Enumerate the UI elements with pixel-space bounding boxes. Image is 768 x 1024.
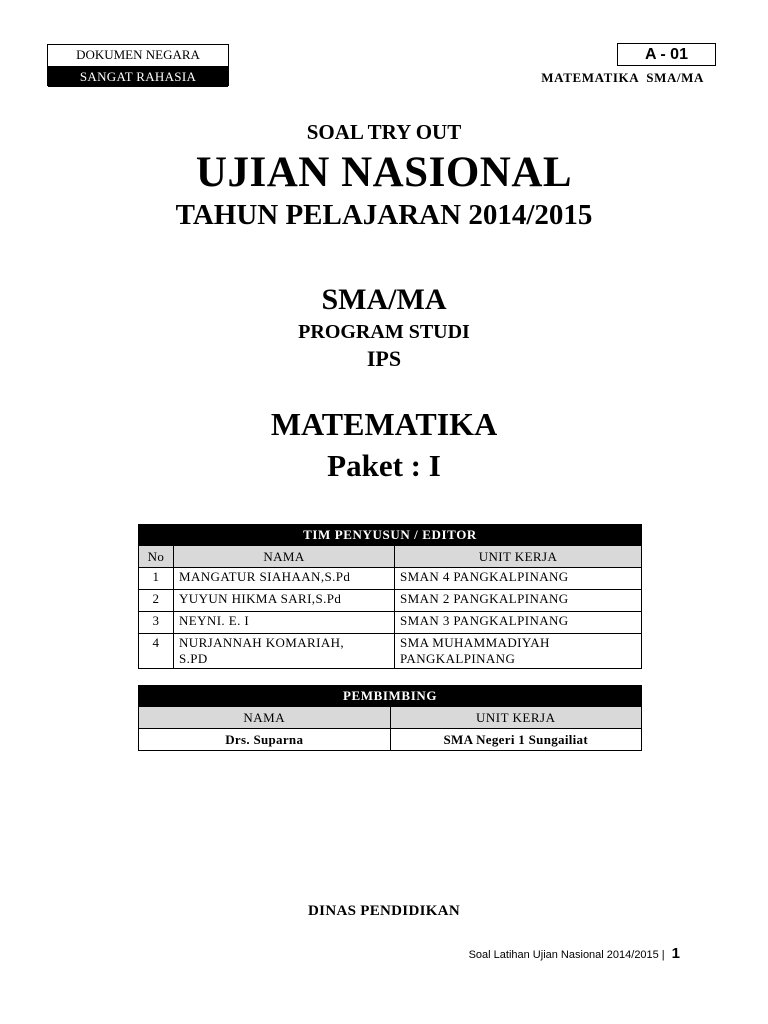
paket-label: Paket : I [327,448,441,483]
member-name: YUYUN HIKMA SARI,S.Pd [174,590,395,612]
member-name [174,634,395,669]
table-title-row [139,525,642,546]
mentor-table [138,685,642,751]
column-header-no: No [139,546,174,568]
column-header-unit: UNIT KERJA [390,707,642,729]
table-row [139,634,642,669]
column-header-name: NAMA [139,707,391,729]
member-unit [395,634,642,669]
table-header-row [139,707,642,729]
subject-title: MATEMATIKA [270,406,498,442]
mentor-unit: SMA Negeri 1 Sungailiat [390,729,642,751]
title-line-3: TAHUN PELAJARAN 2014/2015 [175,199,593,231]
title-line-2: UJIAN NASIONAL [195,149,573,196]
program-name: IPS [366,346,402,371]
member-unit-line-2: PANGKALPINANG [400,651,516,666]
office-name: DINAS PENDIDIKAN [308,903,460,919]
member-unit: SMAN 4 PANGKALPINANG [395,568,642,590]
title-line-1: SOAL TRY OUT [306,120,462,144]
member-name: MANGATUR SIAHAAN,S.Pd [174,568,395,590]
mentor-table-title: PEMBIMBING [139,686,642,707]
member-unit: SMAN 3 PANGKALPINANG [395,612,642,634]
column-header-name: NAMA [174,546,395,568]
row-number: 1 [139,568,174,590]
table-row [139,590,642,612]
row-number: 3 [139,612,174,634]
table-row [139,568,642,590]
row-number: 2 [139,590,174,612]
table-row [139,612,642,634]
page-number: 1 [671,945,680,962]
page-footer [430,945,680,962]
member-name-line-1: NURJANNAH KOMARIAH, [179,635,345,650]
school-level: SMA/MA [321,283,447,316]
table-header-row [139,546,642,568]
member-unit: SMAN 2 PANGKALPINANG [395,590,642,612]
member-name-line-2: S.PD [179,651,208,666]
column-header-unit: UNIT KERJA [395,546,642,568]
member-name: NEYNI. E. I [174,612,395,634]
subject-header: MATEMATIKA SMA/MA [541,70,704,85]
package-code: A - 01 [617,43,716,66]
member-unit-line-1: SMA MUHAMMADIYAH [400,635,550,650]
document-label: DOKUMEN NEGARA [48,45,228,67]
editor-team-table [138,524,642,669]
table-row [139,729,642,751]
document-classification-box [47,44,229,86]
secret-label: SANGAT RAHASIA [48,67,228,87]
row-number: 4 [139,634,174,669]
team-table-title: TIM PENYUSUN / EDITOR [139,525,642,546]
mentor-name: Drs. Suparna [139,729,391,751]
footer-text: Soal Latihan Ujian Nasional 2014/2015 [468,949,659,961]
footer-separator: | [661,949,665,961]
table-title-row [139,686,642,707]
program-label: PROGRAM STUDI [298,321,470,343]
